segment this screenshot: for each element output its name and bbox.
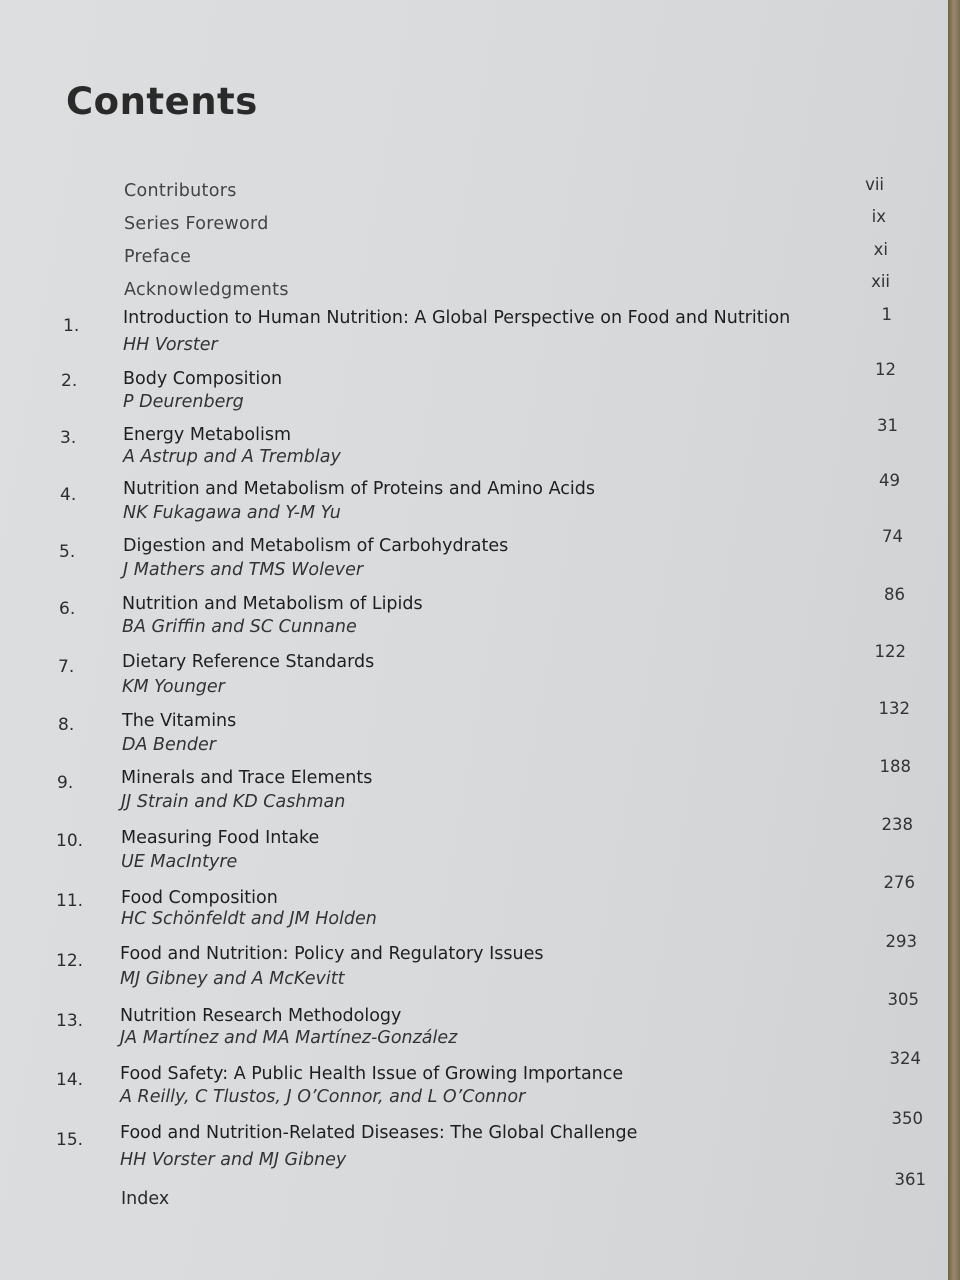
chapter-title: Nutrition Research Methodology xyxy=(120,1006,402,1026)
page-number: vii xyxy=(865,175,884,194)
chapter-title: The Vitamins xyxy=(122,711,237,731)
chapter-number: 10. xyxy=(56,831,84,851)
chapter-number: 11. xyxy=(56,891,84,911)
chapter-authors: MJ Gibney and A McKevitt xyxy=(120,969,345,989)
chapter-title: Nutrition and Metabolism of Proteins and Amino Acids xyxy=(123,479,595,499)
chapter-authors: NK Fukagawa and Y-M Yu xyxy=(123,503,341,523)
chapter-authors: JJ Strain and KD Cashman xyxy=(121,792,346,812)
chapter-title: Measuring Food Intake xyxy=(121,828,320,848)
front-matter-title: Contributors xyxy=(124,181,237,201)
page-number: 122 xyxy=(874,642,906,661)
page-number: 293 xyxy=(885,932,917,951)
front-matter-title: Acknowledgments xyxy=(124,280,289,300)
page-number: xii xyxy=(871,272,890,291)
chapter-title: Introduction to Human Nutrition: A Global Perspective on Food and Nutrition xyxy=(123,308,791,328)
chapter-number: 9. xyxy=(57,773,74,793)
page-number: 361 xyxy=(894,1170,926,1189)
page-title: Contents xyxy=(66,80,258,123)
chapter-number: 14. xyxy=(56,1070,84,1090)
chapter-title: Minerals and Trace Elements xyxy=(121,768,373,788)
chapter-title: Body Composition xyxy=(123,369,283,389)
page-number: ix xyxy=(871,207,886,226)
chapter-number: 8. xyxy=(58,715,75,735)
page-edge xyxy=(948,0,960,1280)
page-number: 305 xyxy=(887,990,919,1009)
page-number: 132 xyxy=(878,699,910,718)
page-number: 12 xyxy=(875,360,896,379)
page-number: 324 xyxy=(889,1049,921,1068)
chapter-authors: HH Vorster and MJ Gibney xyxy=(120,1150,347,1170)
chapter-title: Food Safety: A Public Health Issue of Growing Importance xyxy=(120,1064,624,1084)
page-number: 31 xyxy=(877,416,898,435)
chapter-number: 7. xyxy=(58,657,75,677)
chapter-authors: KM Younger xyxy=(122,677,225,697)
chapter-number: 3. xyxy=(60,428,77,448)
chapter-number: 15. xyxy=(56,1130,84,1150)
chapter-authors: A Astrup and A Tremblay xyxy=(123,447,341,467)
chapter-title: Digestion and Metabolism of Carbohydrates xyxy=(123,536,509,556)
page-number: 49 xyxy=(879,471,900,490)
chapter-title: Food Composition xyxy=(121,888,278,908)
chapter-authors: HC Schönfeldt and JM Holden xyxy=(121,909,377,929)
chapter-title: Food and Nutrition-Related Diseases: The Global Challenge xyxy=(120,1123,638,1143)
page-number: 86 xyxy=(884,585,905,604)
page-number: 238 xyxy=(881,815,913,834)
chapter-number: 4. xyxy=(60,485,77,505)
page-number: xi xyxy=(873,240,888,259)
page-number: 276 xyxy=(883,873,915,892)
chapter-authors: P Deurenberg xyxy=(123,392,244,412)
chapter-number: 13. xyxy=(56,1011,84,1031)
page-number: 74 xyxy=(882,527,903,546)
chapter-authors: JA Martínez and MA Martínez-González xyxy=(120,1028,458,1048)
chapter-title: Nutrition and Metabolism of Lipids xyxy=(122,594,423,614)
page-number: 1 xyxy=(881,305,892,324)
chapter-authors: DA Bender xyxy=(122,735,216,755)
chapter-authors: J Mathers and TMS Wolever xyxy=(123,560,364,580)
page-number: 188 xyxy=(879,757,911,776)
chapter-number: 6. xyxy=(59,599,76,619)
chapter-authors: HH Vorster xyxy=(123,335,218,355)
chapter-title: Energy Metabolism xyxy=(123,425,291,445)
chapter-authors: BA Griffin and SC Cunnane xyxy=(122,617,357,637)
front-matter-title: Preface xyxy=(124,247,192,267)
chapter-title: Dietary Reference Standards xyxy=(122,652,375,672)
chapter-number: 5. xyxy=(59,542,76,562)
index-title: Index xyxy=(121,1189,170,1209)
chapter-number: 2. xyxy=(61,371,78,391)
chapter-authors: A Reilly, C Tlustos, J O’Connor, and L O’Connor xyxy=(120,1087,526,1107)
chapter-authors: UE MacIntyre xyxy=(121,852,238,872)
front-matter-title: Series Foreword xyxy=(124,214,269,234)
chapter-number: 1. xyxy=(63,316,80,336)
chapter-number: 12. xyxy=(56,951,84,971)
chapter-title: Food and Nutrition: Policy and Regulatory Issues xyxy=(120,944,544,964)
page-number: 350 xyxy=(891,1109,923,1128)
